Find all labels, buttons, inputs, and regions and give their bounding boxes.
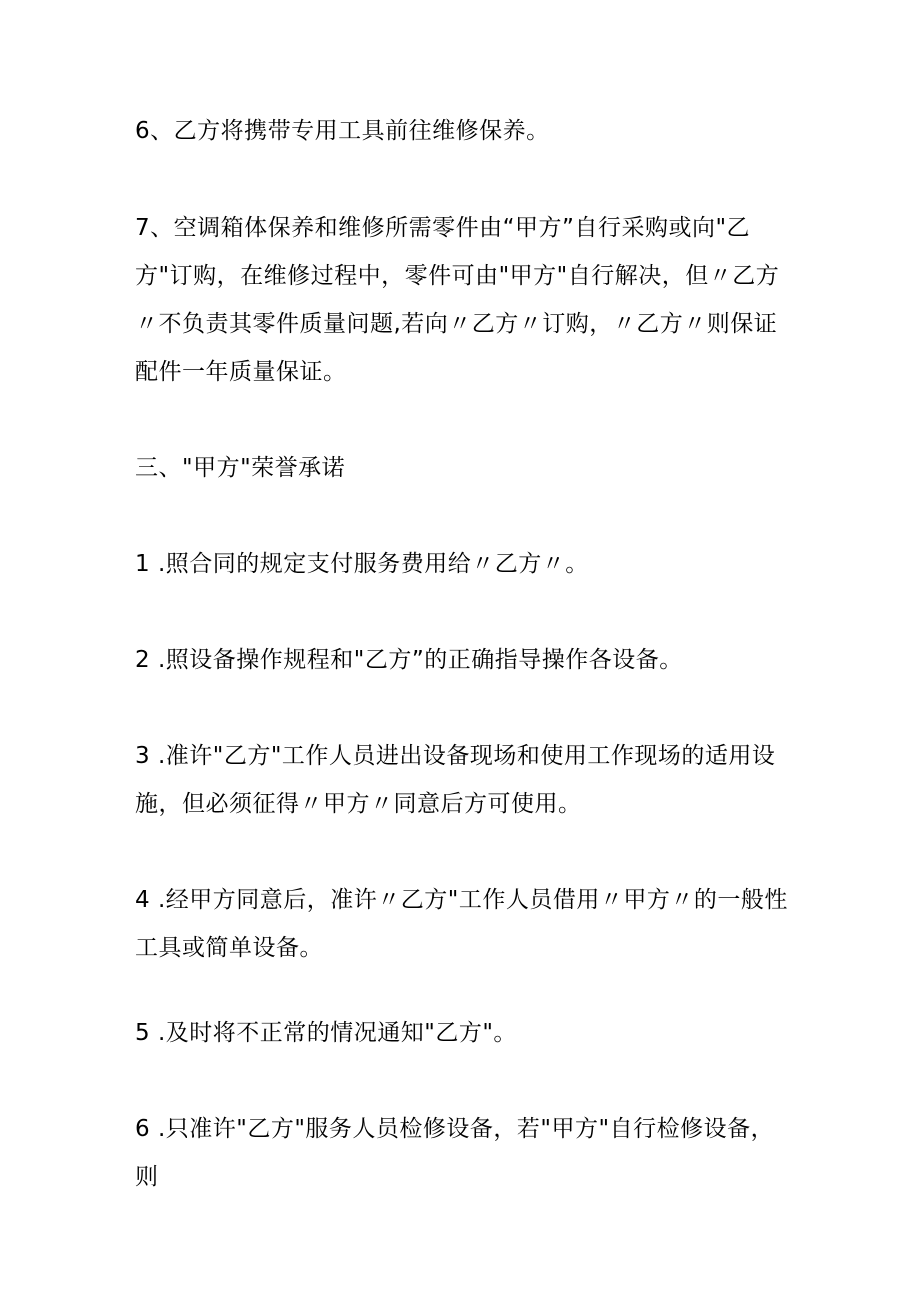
- commitment-item-5: 5 .及时将不正常的情况通知"乙方"。: [135, 1020, 517, 1046]
- commitment-item-4: 4 .经甲方同意后，准许〃乙方"工作人员借用〃甲方〃的一般性工具或简单设备。: [135, 887, 788, 961]
- commitment-item-3: 3 .准许"乙方"工作人员进出设备现场和使用工作现场的适用设施，但必须征得〃甲方〃同意后方可使用。: [135, 743, 776, 817]
- paragraph-item-6-tools: 6、乙方将携带专用工具前往维修保养。: [135, 118, 550, 144]
- commitment-item-6: 6 .只准许"乙方"服务人员检修设备，若"甲方"自行检修设备，则: [135, 1116, 775, 1190]
- commitment-item-2: 2 .照设备操作规程和"乙方”的正确指导操作各设备。: [135, 647, 683, 673]
- section-heading-party-a-commitments: 三、"甲方"荣誉承诺: [135, 455, 346, 481]
- paragraph-item-7-parts: 7、空调箱体保养和维修所需零件由“甲方”自行采购或向"乙方"订购，在维修过程中，零件可由"甲方"自行解决，但〃乙方〃不负责其零件质量问题,若向〃乙方〃订购，〃乙方〃则保证配件一年质量保证。: [135, 215, 780, 385]
- commitment-item-1: 1 .照合同的规定支付服务费用给〃乙方〃。: [135, 551, 589, 577]
